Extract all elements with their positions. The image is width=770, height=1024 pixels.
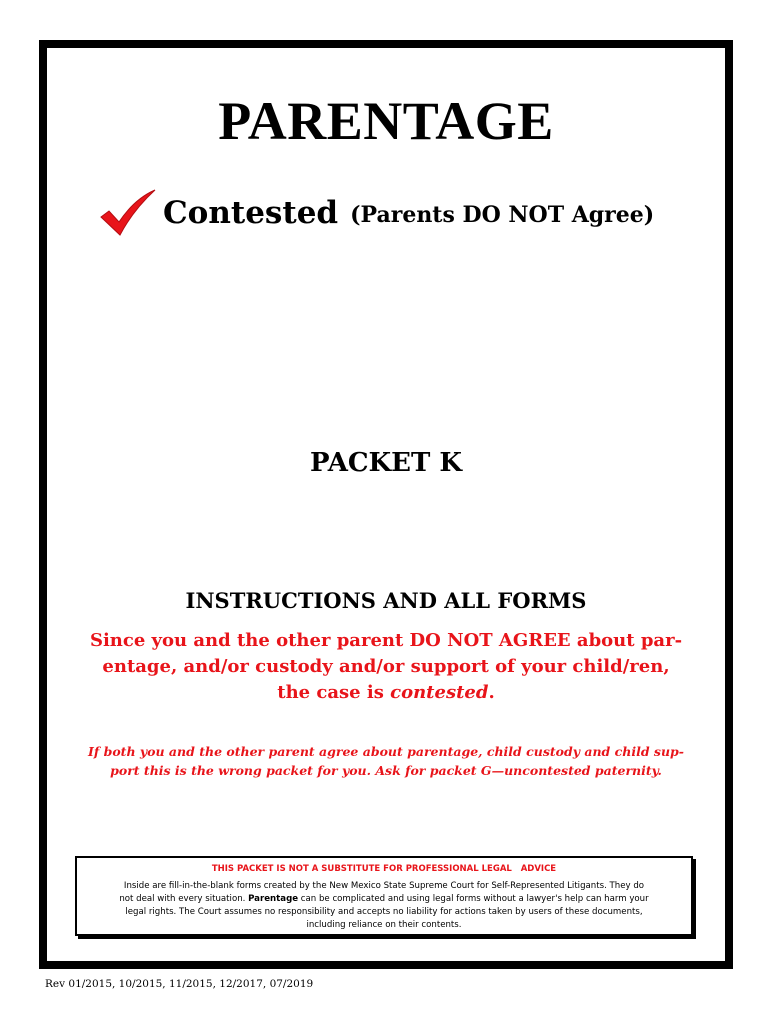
warning-line: Since you and the other parent DO NOT AGREE about par- — [89, 630, 683, 651]
revision-dates: Rev 01/2015, 10/2015, 11/2015, 12/2017, 07/2019 — [45, 978, 314, 990]
warning-emphasis: contested — [390, 682, 489, 703]
note-line: port this is the wrong packet for you. Ask for packet G—uncontested paternity. — [110, 763, 662, 778]
warning-line: entage, and/or custody and/or support of your child/ren, — [102, 656, 670, 677]
packet-label: PACKET K — [310, 448, 462, 478]
disclaimer-line: Inside are fill-in-the-blank forms created by the New Mexico State Supreme Court for Self-Represented Litigants. They do — [123, 881, 645, 891]
warning-line: the case is contested. — [277, 682, 495, 703]
disclaimer-line: including reliance on their contents. — [306, 920, 462, 930]
contested-warning — [71, 628, 701, 706]
disclaimer-line: legal rights. The Court assumes no responsibility and accepts no liability for actions taken by users of these documents, — [125, 907, 643, 917]
disclaimer-heading: THIS PACKET IS NOT A SUBSTITUTE FOR PROFESSIONAL LEGAL ADVICE — [211, 864, 557, 874]
page-title: PARENTAGE — [218, 91, 554, 151]
cover-frame — [39, 40, 733, 969]
contested-label: Contested — [163, 195, 339, 231]
disclaimer-line: not deal with every situation. Parentage can be complicated and using legal forms without a lawyer's help can harm your — [119, 894, 649, 904]
instructions-heading: INSTRUCTIONS AND ALL FORMS — [185, 588, 587, 613]
checkmark-icon — [99, 189, 157, 237]
contested-sublabel: (Parents DO NOT Agree) — [350, 202, 655, 228]
contested-row — [99, 188, 654, 238]
note-line: If both you and the other parent agree about parentage, child custody and child sup- — [88, 744, 684, 759]
wrong-packet-note — [67, 742, 705, 780]
legal-disclaimer-box — [75, 856, 693, 936]
disclaimer-emphasis: Parentage — [248, 894, 299, 904]
disclaimer-body — [87, 880, 681, 932]
